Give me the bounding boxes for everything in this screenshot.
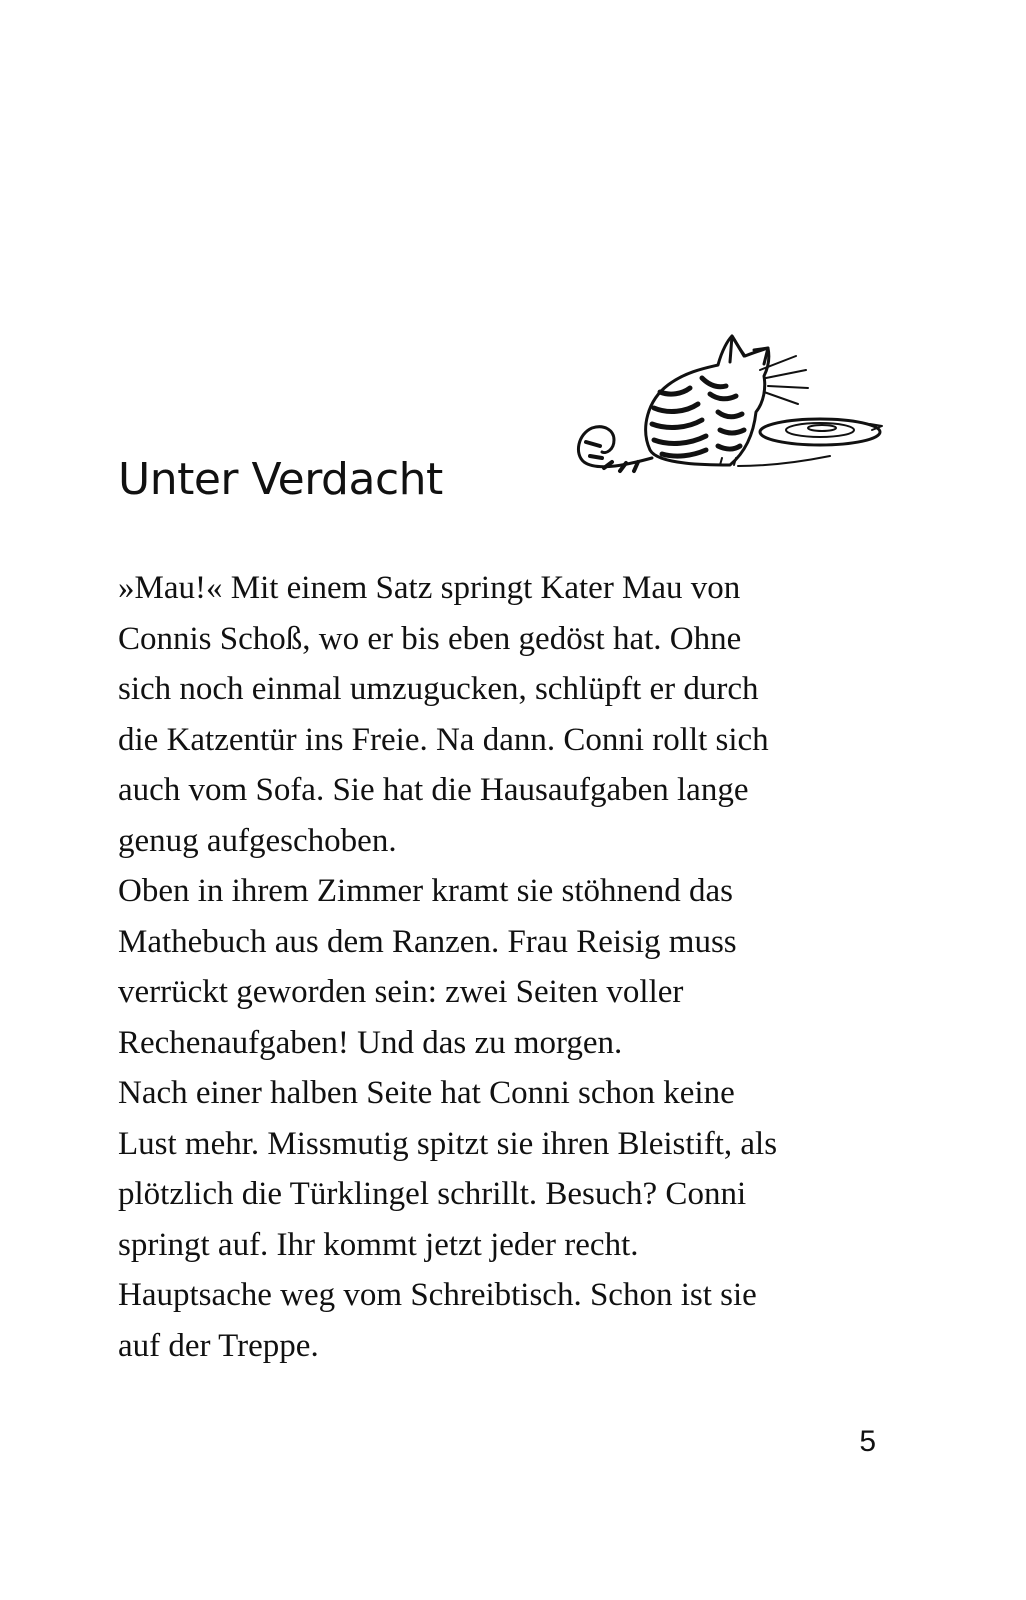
cat-body xyxy=(646,336,769,465)
text-line: Mathebuch aus dem Ranzen. Frau Reisig muss xyxy=(118,923,737,960)
text-line: sich noch einmal umzugucken, schlüpft er durch xyxy=(118,671,759,707)
text-line: Connis Schoß, wo er bis eben gedöst hat. Ohne xyxy=(118,620,742,657)
page-number: 5 xyxy=(859,1425,876,1458)
text-line: die Katzentür ins Freie. Na dann. Conni rollt sich xyxy=(118,721,769,758)
text-line: auch vom Sofa. Sie hat die Hausaufgaben lange xyxy=(118,772,749,808)
text-line: verrückt geworden sein: zwei Seiten voller xyxy=(118,974,684,1010)
cat-drinking-icon xyxy=(570,330,890,510)
text-line: Rechenaufgaben! Und das zu morgen. xyxy=(118,1024,623,1061)
text-line: Oben in ihrem Zimmer kramt sie stöhnend das xyxy=(118,873,733,909)
body-text xyxy=(118,563,918,1371)
text-line: auf der Treppe. xyxy=(118,1327,319,1364)
text-line: plötzlich die Türklingel schrillt. Besuch? Conni xyxy=(118,1176,747,1212)
text-line: Nach einer halben Seite hat Conni schon keine xyxy=(118,1075,735,1111)
text-line: Hauptsache weg vom Schreibtisch. Schon ist sie xyxy=(118,1277,757,1313)
text-line: springt auf. Ihr kommt jetzt jeder recht. xyxy=(118,1226,639,1263)
chapter-title: Unter Verdacht xyxy=(118,454,443,505)
text-line: »Mau!« Mit einem Satz springt Kater Mau von xyxy=(118,570,741,606)
cat-tail xyxy=(578,427,652,467)
text-line: Lust mehr. Missmutig spitzt sie ihren Bleistift, als xyxy=(118,1125,778,1162)
text-line: genug aufgeschoben. xyxy=(118,822,397,859)
